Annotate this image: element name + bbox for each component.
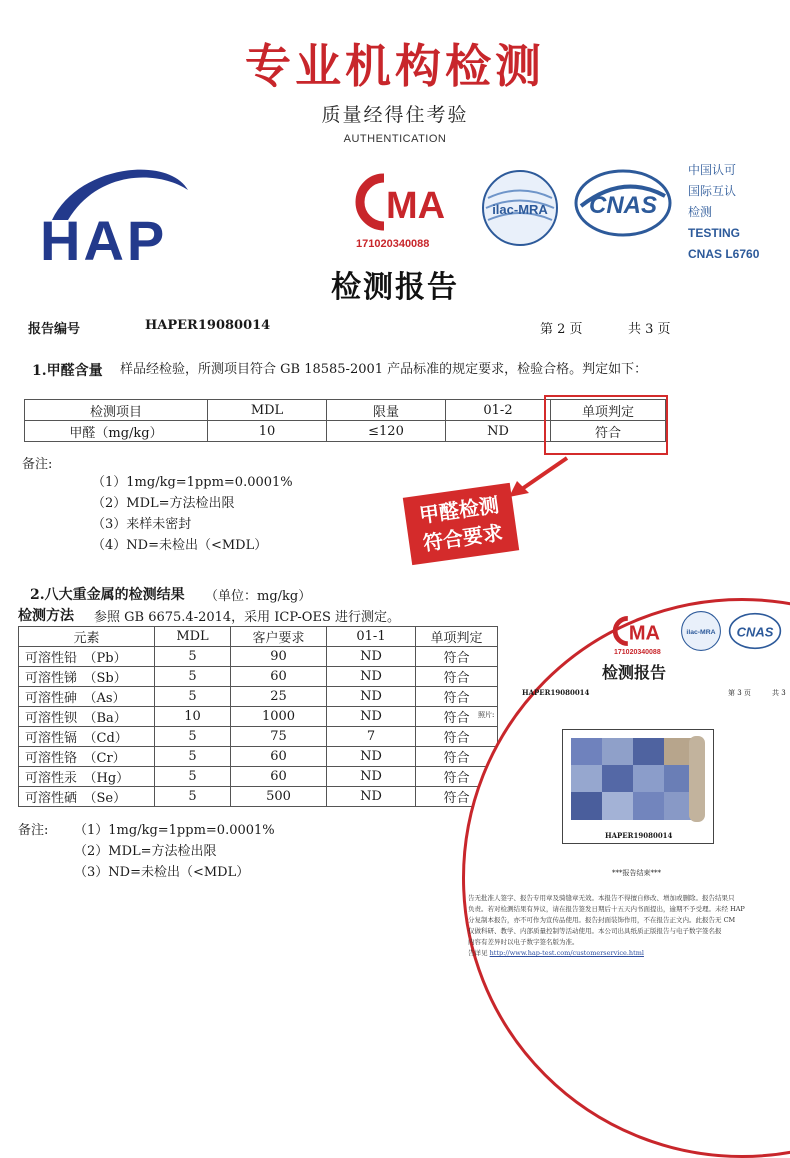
table-row xyxy=(19,787,498,807)
table-cell: 500 xyxy=(231,787,327,807)
inset-photo-caption: HAPER19080014 xyxy=(605,831,673,840)
inset-cnas-logo xyxy=(728,612,782,650)
cma-logo xyxy=(354,172,464,232)
table-cell: 1000 xyxy=(231,707,327,727)
table-cell: 符合 xyxy=(416,707,498,727)
fine-print-line: 仅做科研、教学、内部质量控制等活动使用。本公司出具纸质正版报告与电子数字签名报 xyxy=(468,927,722,935)
table-row xyxy=(19,747,498,767)
table-row xyxy=(19,667,498,687)
fine-print-link-line xyxy=(468,948,790,959)
cma-logo-text: MA xyxy=(386,185,446,227)
stamp-line: 符合要求 xyxy=(421,520,505,556)
table-cell: 7 xyxy=(327,727,416,747)
table-header-cell: 单项判定 xyxy=(416,627,498,647)
table-cell: 5 xyxy=(155,767,231,787)
table-header-cell: 单项判定 xyxy=(551,400,666,421)
table-header-cell: 01-1 xyxy=(327,627,416,647)
table-cell: ≤120 xyxy=(327,421,446,442)
table-cell: 60 xyxy=(231,667,327,687)
table-cell: 60 xyxy=(231,767,327,787)
table-cell: ND xyxy=(327,767,416,787)
table-cell: 5 xyxy=(155,667,231,687)
hap-logo-text: HAP xyxy=(40,209,168,272)
authentication-label: AUTHENTICATION xyxy=(343,133,447,145)
table-row xyxy=(19,647,498,667)
table-cell: 可溶性镉 （Cd） xyxy=(19,727,155,747)
fine-print-line: 内容有差异时以电子数字签名版为准。 xyxy=(468,938,579,946)
heavy-metals-rows xyxy=(19,647,498,807)
cnas-logo-text: CNAS xyxy=(588,192,658,219)
cnas-info-line: 检测 xyxy=(688,205,713,219)
inset-ilac-logo-text: ilac-MRA xyxy=(686,629,716,637)
method-text: 参照 GB 6675.4-2014，采用 ICP-OES 进行测定。 xyxy=(94,610,400,625)
inset-report-end: ***报告结束*** xyxy=(612,869,661,877)
table-cell: 5 xyxy=(155,727,231,747)
cnas-info-line: TESTING xyxy=(688,226,741,240)
inset-cma-number: 171020340088 xyxy=(614,649,661,656)
table-cell: 符合 xyxy=(416,667,498,687)
table-cell: 5 xyxy=(155,787,231,807)
table-header-cell: 01-2 xyxy=(446,400,551,421)
table-cell: 可溶性汞 （Hg） xyxy=(19,767,155,787)
report-total-pages: 共 3 页 xyxy=(628,322,671,337)
table-cell: 5 xyxy=(155,647,231,667)
table-cell: 可溶性铅 （Pb） xyxy=(19,647,155,667)
headline: 专业机构检测 xyxy=(245,39,545,93)
inset-total: 共 3 xyxy=(772,689,786,697)
fine-print-line: 告无批准人签字、报告专用章及骑缝章无效。本报告不得擅自修改、增加或删除。报告结果只 xyxy=(468,894,735,902)
table-header-row xyxy=(19,627,498,647)
arrow-icon xyxy=(505,455,575,500)
fine-print-link-prefix: 告详见 xyxy=(468,949,488,957)
table-cell: ND xyxy=(446,421,551,442)
table-cell: 符合 xyxy=(416,647,498,667)
table-row xyxy=(19,767,498,787)
table-row xyxy=(19,727,498,747)
table-cell: 5 xyxy=(155,747,231,767)
note-item: （4）ND=未检出（<MDL） xyxy=(92,538,268,553)
cnas-info-line: 中国认可 xyxy=(688,163,737,177)
table-cell: ND xyxy=(327,687,416,707)
sample-photo-frame xyxy=(562,729,714,844)
table-cell: 60 xyxy=(231,747,327,767)
table-cell: 75 xyxy=(231,727,327,747)
sample-photo xyxy=(563,730,713,830)
ilac-logo-text: ilac-MRA xyxy=(492,202,548,217)
inset-cnas-logo-text: CNAS xyxy=(736,624,774,640)
report-number-label: 报告编号 xyxy=(28,322,81,337)
stamp-line: 甲醛检测 xyxy=(417,492,501,528)
section1-text: 样品经检验，所测项目符合 GB 18585-2001 产品标准的规定要求，检验合格。判定如下： xyxy=(120,362,648,377)
cnas-info-line: 国际互认 xyxy=(688,184,737,198)
ilac-mra-logo xyxy=(480,168,560,248)
table-cell: 符合 xyxy=(416,787,498,807)
table-cell: 符合 xyxy=(551,421,666,442)
inset-page: 第 3 页 xyxy=(728,689,751,697)
report-title: 检测报告 xyxy=(331,270,459,305)
fine-print-line: 负责。若对检测结果有异议，请在报告签发日期后十五天内书面提出，逾期不予受理。未经 HAP xyxy=(468,905,745,913)
inset-cma-logo-text: MA xyxy=(628,622,661,645)
cnas-info-line: CNAS L6760 xyxy=(688,247,760,261)
note-item: （1）1mg/kg=1ppm=0.0001% xyxy=(92,475,293,490)
table-cell: 可溶性砷 （As） xyxy=(19,687,155,707)
subheadline: 质量经得住考验 xyxy=(321,104,469,126)
table-cell: ND xyxy=(327,667,416,687)
table-header-cell: MDL xyxy=(155,627,231,647)
table-cell: 可溶性钡 （Ba） xyxy=(19,707,155,727)
report-page: 第 2 页 xyxy=(540,322,583,337)
table-cell: 5 xyxy=(155,687,231,707)
table-cell: 10 xyxy=(155,707,231,727)
table-row xyxy=(19,687,498,707)
inset-report-title: 检测报告 xyxy=(602,663,667,682)
note-item: （3）来样未密封 xyxy=(92,517,192,532)
section1-title: 1.甲醛含量 xyxy=(32,363,103,379)
table-row xyxy=(19,707,498,727)
compliance-stamp xyxy=(403,483,519,565)
note-item: （1）1mg/kg=1ppm=0.0001% xyxy=(74,823,275,838)
table-cell: 符合 xyxy=(416,727,498,747)
cma-number: 171020340088 xyxy=(356,238,430,250)
table-header-cell: MDL xyxy=(208,400,327,421)
inset-photo-label: 照片: xyxy=(478,711,495,719)
notes-label: 备注: xyxy=(18,823,49,838)
table-cell: 10 xyxy=(208,421,327,442)
table-cell: 甲醛（mg/kg） xyxy=(25,421,208,442)
fine-print-line: 分复制本报告，亦不可作为宣传品使用。报告封面装饰作用，不在报告正文内。此报告无 CM xyxy=(468,916,736,924)
inset-report-number: HAPER19080014 xyxy=(522,688,590,697)
highlight-box xyxy=(544,395,668,455)
table-cell: ND xyxy=(327,747,416,767)
table-cell: 25 xyxy=(231,687,327,707)
table-cell: 可溶性锑 （Sb） xyxy=(19,667,155,687)
table-cell: 可溶性硒 （Se） xyxy=(19,787,155,807)
note-item: （2）MDL=方法检出限 xyxy=(92,496,235,511)
table-cell: ND xyxy=(327,647,416,667)
report-number: HAPER19080014 xyxy=(145,318,271,333)
customer-service-link[interactable]: http://www.hap-test.com/customerservice.html xyxy=(489,949,644,957)
cnas-logo xyxy=(573,168,673,238)
table-cell: ND xyxy=(327,707,416,727)
table-cell: 符合 xyxy=(416,687,498,707)
table-cell: ND xyxy=(327,787,416,807)
notes-label: 备注: xyxy=(22,457,53,472)
note-item: （2）MDL=方法检出限 xyxy=(74,844,217,859)
table-cell: 符合 xyxy=(416,747,498,767)
table-header-cell: 检测项目 xyxy=(25,400,208,421)
heavy-metals-table xyxy=(18,626,498,807)
section2-title: 2.八大重金属的检测结果 xyxy=(30,587,185,603)
method-label: 检测方法 xyxy=(18,608,74,624)
section2-unit: （单位：mg/kg） xyxy=(205,589,312,604)
table-cell: 符合 xyxy=(416,767,498,787)
table-header-cell: 限量 xyxy=(327,400,446,421)
table-cell: 可溶性铬 （Cr） xyxy=(19,747,155,767)
table-cell: 90 xyxy=(231,647,327,667)
note-item: （3）ND=未检出（<MDL） xyxy=(74,865,250,880)
cnas-info xyxy=(688,160,759,265)
table-header-cell: 客户要求 xyxy=(231,627,327,647)
inset-ilac-logo xyxy=(680,610,722,652)
inset-cma-logo xyxy=(612,615,670,647)
inset-fine-print xyxy=(468,893,790,959)
table-header-cell: 元素 xyxy=(19,627,155,647)
